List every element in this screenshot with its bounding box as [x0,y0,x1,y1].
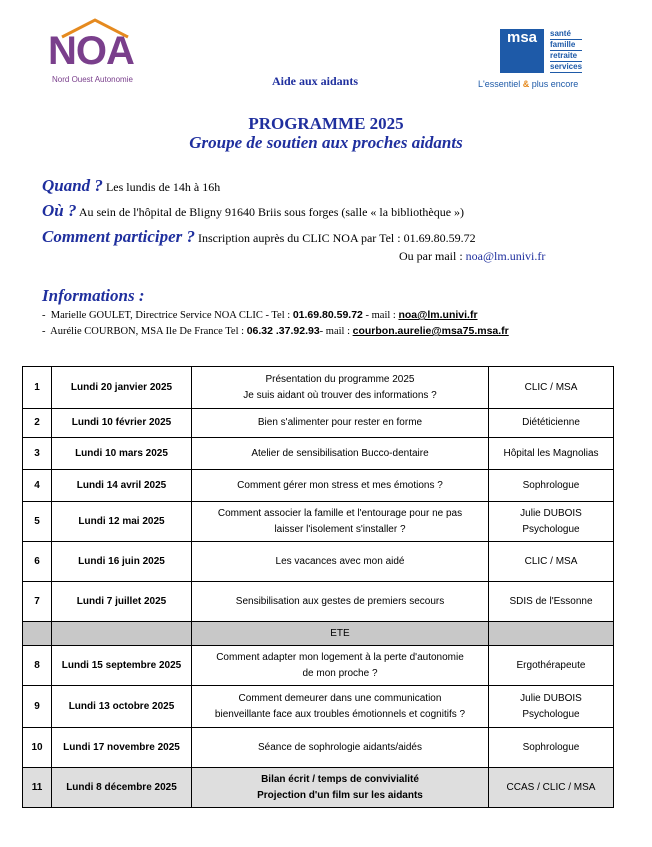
row-speaker-line: Psychologue [522,708,580,720]
contact-name: Aurélie COURBON, MSA Ile De France Tel : [50,326,245,337]
contact-bullet: - [42,326,46,337]
table-row [23,686,614,728]
where-line [42,201,464,221]
row-number [23,622,52,646]
row-topic [192,646,489,686]
contact-mail-label: - mail : [319,326,350,337]
row-speaker: CLIC / MSA [489,542,614,582]
noa-logo-subtitle: Nord Ouest Autonomie [52,75,133,84]
row-speaker-line: CLIC / MSA [524,381,578,393]
row-topic-line: laisser l'isolement s'installer ? [274,523,406,535]
row-number: 10 [23,728,52,768]
row-number: 6 [23,542,52,582]
how-mail-line [399,249,545,264]
how-mail-link[interactable]: noa@lm.univi.fr [465,249,546,263]
row-topic [192,768,489,808]
summer-break-row [23,622,614,646]
contact-mail-link[interactable]: noa@lm.univi.fr [398,309,478,321]
table-row [23,582,614,622]
noa-logo-letters: NOA [48,29,134,73]
contact-name: Marielle GOULET, Directrice Service NOA CLIC - Tel : [50,310,291,321]
row-speaker-line: Psychologue [522,523,580,535]
row-speaker: Sophrologue [489,728,614,768]
row-speaker: SDIS de l'Essonne [489,582,614,622]
row-topic: Bien s'alimenter pour rester en forme [192,409,489,438]
msa-word: famille [550,40,582,51]
row-number: 11 [23,768,52,808]
when-label: Quand ? [42,176,103,195]
row-speaker [489,686,614,728]
page-subtitle: Groupe de soutien aux proches aidants [189,133,463,152]
row-number: 8 [23,646,52,686]
row-date [52,622,192,646]
msa-logo [478,27,608,93]
table-row [23,646,614,686]
how-text: Inscription auprès du CLIC NOA par Tel : 01.69.80.59.72 [198,231,476,245]
msa-logo-box: msa [500,29,544,73]
row-number: 4 [23,470,52,502]
table-row [23,470,614,502]
row-topic-line: Comment demeurer dans une communication [238,692,442,704]
row-topic-line: bienveillante face aux troubles émotionnels et cognitifs ? [214,708,466,720]
row-speaker-line: Julie DUBOIS [520,692,582,704]
contact-mail-link[interactable]: courbon.aurelie@msa75.msa.fr [352,325,509,337]
row-speaker: Hôpital les Magnolias [489,438,614,470]
row-topic-line: Comment associer la famille et l'entourage pour ne pas [217,507,463,519]
contact-line [42,325,509,337]
row-date: Lundi 8 décembre 2025 [52,768,192,808]
row-number: 1 [23,367,52,409]
row-date: Lundi 12 mai 2025 [52,502,192,542]
row-speaker [489,502,614,542]
where-text: Au sein de l'hôpital de Bligny 91640 Briis sous forges (salle « la bibliothèque ») [78,205,465,219]
schedule-table [22,366,614,808]
msa-tag-before: L'essentiel [478,79,521,89]
row-topic-line: Bilan écrit / temps de convivialité [261,773,419,785]
noa-logo [48,17,148,87]
row-speaker: Sophrologue [489,470,614,502]
row-topic [192,502,489,542]
table-row [23,502,614,542]
contact-mail-label: - mail : [365,310,396,321]
row-topic-line: de mon proche ? [302,667,378,679]
row-topic: Séance de sophrologie aidants/aidés [192,728,489,768]
table-row [23,438,614,470]
where-label: Où ? [42,201,77,220]
row-speaker: Diététicienne [489,409,614,438]
msa-tagline [478,79,578,89]
row-date: Lundi 10 février 2025 [52,409,192,438]
how-label: Comment participer ? [42,227,195,246]
contact-line [42,309,478,321]
contact-bullet: - [42,310,46,321]
how-mail-prefix: Ou par mail : [399,249,463,263]
summer-break-label: ETE [192,622,489,646]
row-number: 7 [23,582,52,622]
row-date: Lundi 20 janvier 2025 [52,367,192,409]
row-speaker [489,622,614,646]
msa-logo-words [550,29,582,73]
row-speaker: Ergothérapeute [489,646,614,686]
msa-tag-amp: & [522,79,530,89]
table-row [23,409,614,438]
row-topic-line: Présentation du programme 2025 [265,373,415,385]
table-row [23,728,614,768]
row-topic: Les vacances avec mon aidé [192,542,489,582]
row-topic-line: Comment adapter mon logement à la perte d'autonomie [216,651,464,663]
row-date: Lundi 15 septembre 2025 [52,646,192,686]
row-topic: Atelier de sensibilisation Bucco-dentaire [192,438,489,470]
row-speaker: CCAS / CLIC / MSA [489,768,614,808]
msa-word: retraite [550,51,582,62]
informations-heading: Informations : [42,286,145,305]
row-date: Lundi 14 avril 2025 [52,470,192,502]
table-row [23,367,614,409]
row-date: Lundi 10 mars 2025 [52,438,192,470]
row-topic: Sensibilisation aux gestes de premiers secours [192,582,489,622]
row-date: Lundi 13 octobre 2025 [52,686,192,728]
when-line [42,176,220,196]
when-text: Les lundis de 14h à 16h [105,180,221,194]
msa-word: santé [550,29,582,40]
header-subtitle: Aide aux aidants [272,74,359,88]
row-date: Lundi 7 juillet 2025 [52,582,192,622]
row-number: 3 [23,438,52,470]
msa-tag-after: plus encore [531,79,579,89]
row-speaker-line: Julie DUBOIS [520,507,582,519]
row-number: 5 [23,502,52,542]
contact-phone: 01.69.80.59.72 [292,309,363,321]
row-date: Lundi 16 juin 2025 [52,542,192,582]
table-row [23,542,614,582]
contact-phone: 06.32 .37.92.93 [246,325,320,337]
table-row [23,768,614,808]
row-topic-line: Je suis aidant où trouver des informations ? [243,389,437,401]
row-topic: Comment gérer mon stress et mes émotions ? [192,470,489,502]
row-speaker [489,367,614,409]
row-number: 9 [23,686,52,728]
row-topic [192,367,489,409]
page-title: PROGRAMME 2025 [248,114,404,133]
how-line [42,227,476,247]
row-topic [192,686,489,728]
msa-word: services [550,62,583,71]
row-number: 2 [23,409,52,438]
row-topic-line: Projection d'un film sur les aidants [257,789,423,801]
row-date: Lundi 17 novembre 2025 [52,728,192,768]
